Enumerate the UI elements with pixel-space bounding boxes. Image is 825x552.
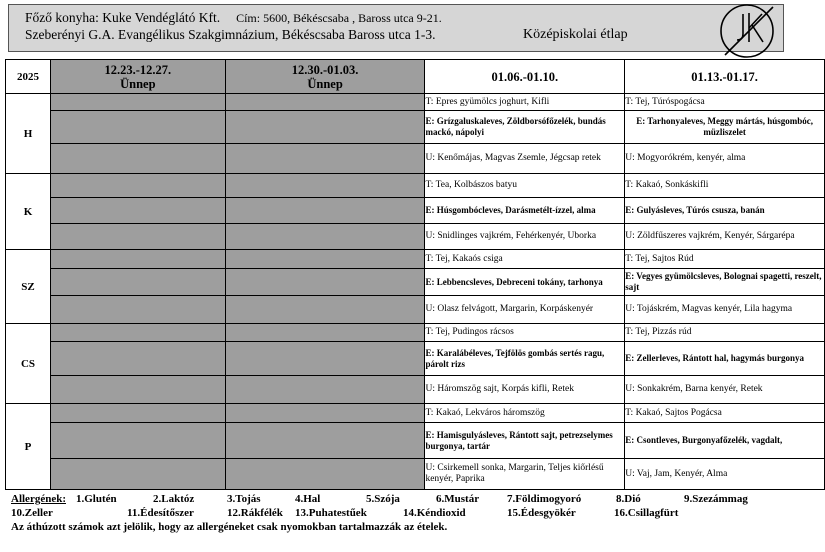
menu-table (5, 59, 825, 490)
holiday-cell (225, 376, 425, 404)
table-row (6, 111, 825, 144)
menu-cell: U: Tojáskrém, Magvas kenyér, Lila hagyma (625, 296, 825, 324)
allergen-item: 16.Csillagfürt (614, 507, 679, 519)
menu-cell: E: Tarhonyaleves, Meggy mártás, húsgombóc, müzliszelet (625, 111, 825, 144)
menu-title: Középiskolai étlap (523, 27, 628, 42)
header-line-1 (25, 10, 442, 26)
holiday-cell (50, 269, 225, 296)
allergen-item: 6.Mustár (436, 493, 480, 505)
menu-cell: E: Vegyes gyümölcsleves, Bolognai spagetti, reszelt, sajt (625, 269, 825, 296)
holiday-cell (225, 459, 425, 490)
allergen-item: 15.Édesgyökér (507, 507, 576, 519)
table-row (6, 144, 825, 174)
week-3-header (425, 60, 625, 94)
allergen-item: 4.Hal (295, 493, 321, 505)
menu-cell: T: Tej, Túróspogácsa (625, 94, 825, 111)
holiday-cell (225, 250, 425, 269)
allergen-item: 3.Tojás (227, 493, 261, 505)
allergen-item: 1.Glutén (76, 493, 117, 505)
menu-cell: E: Hamisgulyásleves, Rántott sajt, petrezselymes burgonya, tartár (425, 423, 625, 459)
table-row (6, 174, 825, 198)
table-row (6, 342, 825, 376)
week-2-note: Ünnep (307, 76, 343, 91)
menu-cell: T: Tej, Kakaós csiga (425, 250, 625, 269)
day-label-h: H (6, 94, 51, 174)
menu-cell: U: Mogyorókrém, kenyér, alma (625, 144, 825, 174)
week-header-row (6, 60, 825, 94)
menu-cell: U: Zöldfűszeres vajkrém, Kenyér, Sárgarépa (625, 224, 825, 250)
kitchen-name: Főző konyha: Kuke Vendéglátó Kft. (25, 10, 221, 25)
menu-cell: E: Csontleves, Burgonyafőzelék, vagdalt, (625, 423, 825, 459)
holiday-cell (50, 174, 225, 198)
holiday-cell (50, 324, 225, 342)
menu-cell: E: Lebbencsleves, Debreceni tokány, tarhonya (425, 269, 625, 296)
menu-cell: T: Kakaó, Lekváros háromszög (425, 404, 625, 423)
holiday-cell (50, 376, 225, 404)
holiday-cell (225, 269, 425, 296)
table-row (6, 376, 825, 404)
menu-cell: U: Vaj, Jam, Kenyér, Alma (625, 459, 825, 490)
allergen-item: 14.Kéndioxid (403, 507, 466, 519)
holiday-cell (50, 94, 225, 111)
menu-cell: T: Kakaó, Sajtos Pogácsa (625, 404, 825, 423)
holiday-cell (225, 111, 425, 144)
week-2-header (225, 60, 425, 94)
table-row (6, 423, 825, 459)
holiday-cell (50, 250, 225, 269)
table-row (6, 459, 825, 490)
holiday-cell (50, 404, 225, 423)
menu-cell: T: Kakaó, Sonkáskifli (625, 174, 825, 198)
day-label-k: K (6, 174, 51, 250)
allergen-item: 9.Szezámmag (684, 493, 748, 505)
table-row (6, 250, 825, 269)
kitchen-address: Cím: 5600, Békéscsaba , Baross utca 9-21. (236, 11, 442, 25)
holiday-cell (50, 296, 225, 324)
menu-cell: E: Gulyásleves, Túrós csusza, banán (625, 198, 825, 224)
menu-cell: T: Tej, Sajtos Rúd (625, 250, 825, 269)
menu-cell: U: Kenőmájas, Magvas Zsemle, Jégcsap retek (425, 144, 625, 174)
menu-cell: E: Húsgombócleves, Darásmetélt-ízzel, alma (425, 198, 625, 224)
holiday-cell (50, 423, 225, 459)
menu-cell: T: Tea, Kolbászos batyu (425, 174, 625, 198)
menu-cell: U: Csirkemell sonka, Margarin, Teljes kiőrlésű kenyér, Paprika (425, 459, 625, 490)
table-row (6, 404, 825, 423)
table-row (6, 224, 825, 250)
table-row (6, 94, 825, 111)
table-row (6, 296, 825, 324)
menu-cell: T: Tej, Pizzás rúd (625, 324, 825, 342)
menu-cell: U: Sonkakrém, Barna kenyér, Retek (625, 376, 825, 404)
holiday-cell (50, 198, 225, 224)
holiday-cell (225, 198, 425, 224)
allergen-item: 12.Rákfélék (227, 507, 283, 519)
menu-cell: U: Háromszög sajt, Korpás kifli, Retek (425, 376, 625, 404)
menu-cell: T: Tej, Pudingos rácsos (425, 324, 625, 342)
allergen-item: 2.Laktóz (153, 493, 195, 505)
year-cell: 2025 (6, 60, 51, 94)
allergen-item: 8.Dió (616, 493, 641, 505)
menu-cell: E: Zellerleves, Rántott hal, hagymás burgonya (625, 342, 825, 376)
holiday-cell (50, 224, 225, 250)
holiday-cell (50, 459, 225, 490)
allergen-item: 10.Zeller (11, 507, 53, 519)
allergen-note: Az áthúzott számok azt jelölik, hogy az allergéneket csak nyomokban tartalmazzák az ételek. (11, 521, 448, 533)
menu-cell: E: Karalábéleves, Tejfölös gombás sertés ragu, párolt rizs (425, 342, 625, 376)
week-4-dates: 01.13.-01.17. (691, 69, 758, 84)
allergen-item: 5.Szója (366, 493, 400, 505)
week-1-note: Ünnep (120, 76, 156, 91)
week-3-dates: 01.06.-01.10. (491, 69, 559, 84)
day-label-cs: CS (6, 324, 51, 404)
week-2-dates: 12.30.-01.03. (291, 62, 359, 77)
holiday-cell (225, 94, 425, 111)
holiday-cell (50, 342, 225, 376)
holiday-cell (225, 324, 425, 342)
holiday-cell (225, 144, 425, 174)
menu-cell: U: Olasz felvágott, Margarin, Korpáskenyér (425, 296, 625, 324)
day-label-p: P (6, 404, 51, 490)
holiday-cell (225, 404, 425, 423)
allergen-item: 13.Puhatestűek (295, 507, 367, 519)
holiday-cell (225, 342, 425, 376)
week-1-header (50, 60, 225, 94)
week-4-header (625, 60, 825, 94)
table-row (6, 198, 825, 224)
holiday-cell (225, 423, 425, 459)
holiday-cell (50, 144, 225, 174)
holiday-cell (50, 111, 225, 144)
holiday-cell (225, 296, 425, 324)
day-label-sz: SZ (6, 250, 51, 324)
menu-cell: T: Epres gyümölcs joghurt, Kifli (425, 94, 625, 111)
menu-cell: E: Grízgaluskaleves, Zöldborsófőzelék, bundás mackó, nápolyi (425, 111, 625, 144)
menu-cell: U: Snidlinges vajkrém, Fehérkenyér, Uborka (425, 224, 625, 250)
header-box (8, 4, 784, 52)
table-row (6, 324, 825, 342)
allergen-item: 7.Földimogyoró (507, 493, 582, 505)
holiday-cell (225, 174, 425, 198)
table-row (6, 269, 825, 296)
holiday-cell (225, 224, 425, 250)
allergen-label: Allergének: (11, 493, 66, 505)
week-1-dates: 12.23.-12.27. (104, 62, 172, 77)
allergen-item: 11.Édesítőszer (127, 507, 194, 519)
school-name: Szeberényi G.A. Evangélikus Szakgimnázium, Békéscsaba Baross utca 1-3. (25, 27, 436, 42)
logo-icon (716, 0, 778, 62)
